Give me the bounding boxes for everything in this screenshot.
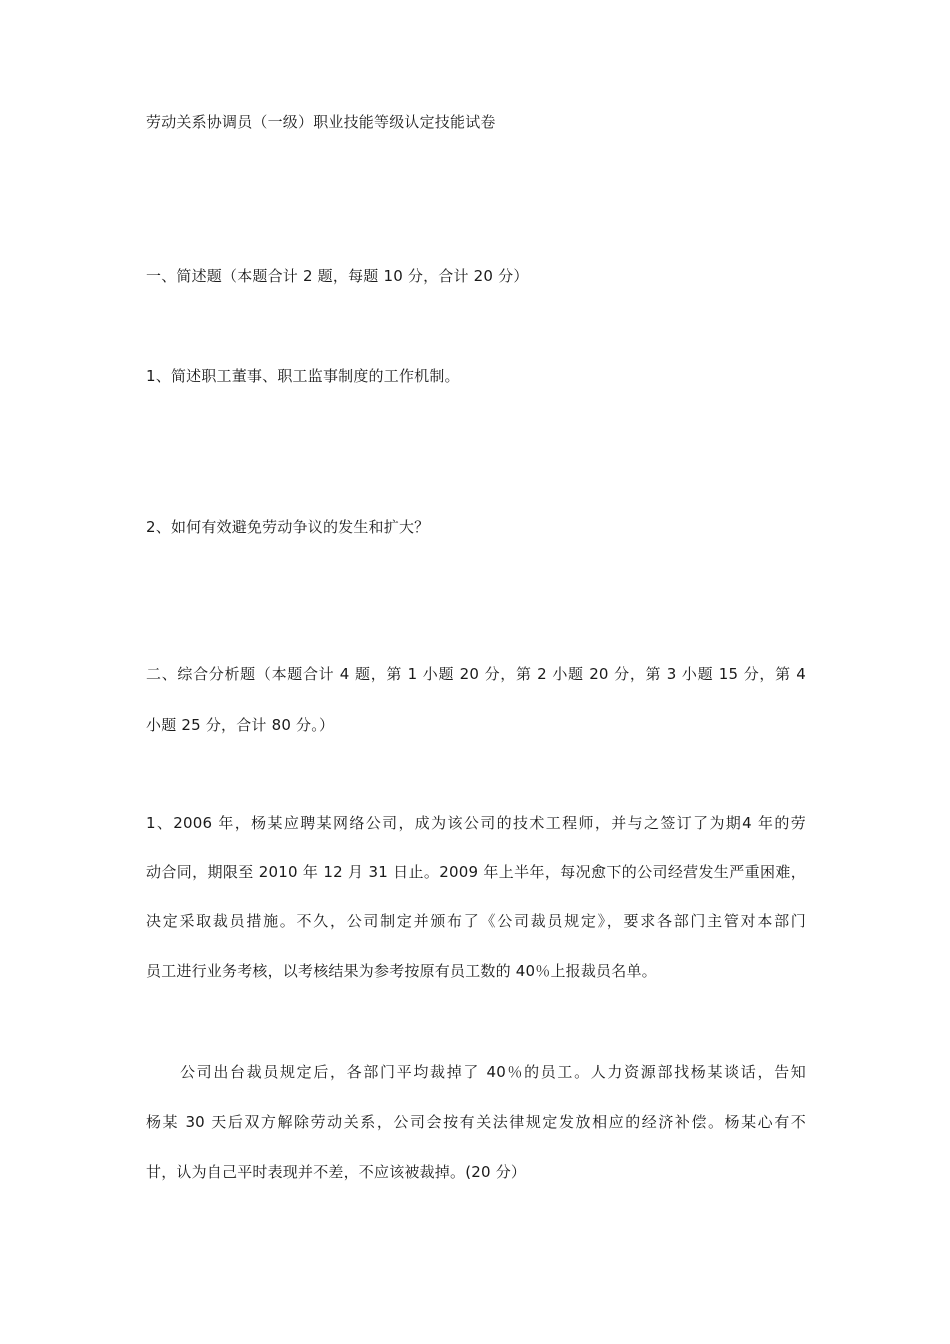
case1-para2-line-1: 公司出台裁员规定后，各部门平均裁掉了 40％的员工。人力资源部找杨某谈话，告知 [180,1063,806,1081]
question-1: 1、简述职工董事、职工监事制度的工作机制。 [146,367,460,385]
section1-heading: 一、简述题（本题合计 2 题，每题 10 分，合计 20 分） [146,267,529,285]
case1-line-2: 动合同，期限至 2010 年 12 月 31 日止。2009 年上半年，每况愈下的公司经营发生严重困难， [146,863,806,881]
case1-para2-line-2: 杨某 30 天后双方解除劳动关系，公司会按有关法律规定发放相应的经济补偿。杨某心有不 [146,1113,806,1131]
section2-heading-line-1: 二、综合分析题（本题合计 4 题，第 1 小题 20 分，第 2 小题 20 分，第 3 小题 15 分，第 4 [146,665,806,683]
document-title: 劳动关系协调员（一级）职业技能等级认定技能试卷 [146,113,496,131]
question-2: 2、如何有效避免劳动争议的发生和扩大？ [146,518,430,536]
case1-line-1: 1、2006 年，杨某应聘某网络公司，成为该公司的技术工程师，并与之签订了为期4 年的劳 [146,814,806,832]
case1-line-4: 员工进行业务考核，以考核结果为参考按原有员工数的 40％上报裁员名单。 [146,962,657,980]
case1-para2-line-3: 甘，认为自己平时表现并不差，不应该被裁掉。(20 分） [146,1163,527,1181]
section2-heading-line-2: 小题 25 分，合计 80 分。） [146,716,335,734]
case1-line-3: 决定采取裁员措施。不久，公司制定并颁布了《公司裁员规定》，要求各部门主管对本部门 [146,912,806,930]
